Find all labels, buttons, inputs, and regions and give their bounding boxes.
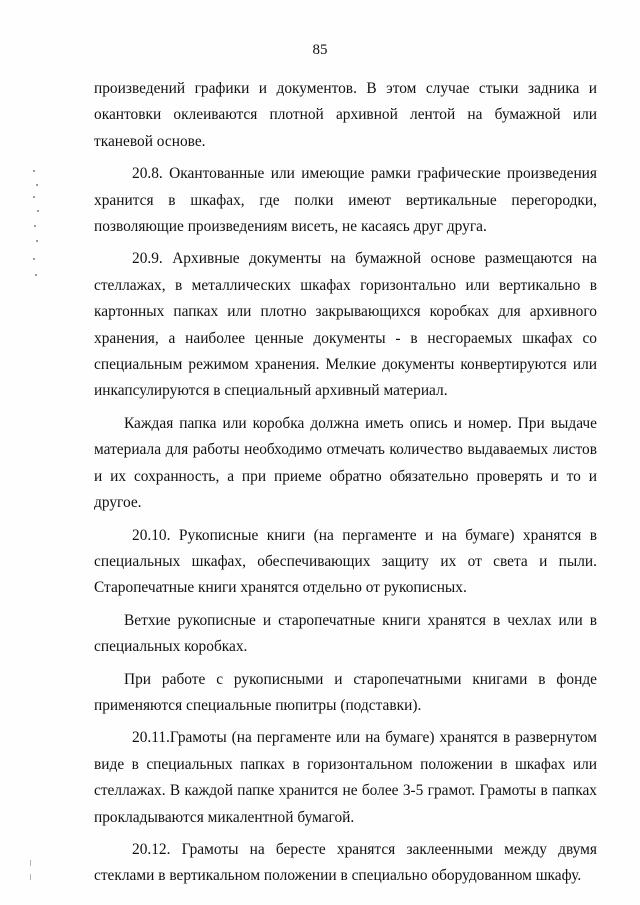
paragraph-20-8: 20.8. Окантованные или имеющие рамки графические произведения хранится в шкафах, где полки имеют вертикальные перегородки, позволяющие произведениям висеть, не касаясь друг друга. <box>94 165 597 236</box>
paragraph-old-books: Ветхие рукописные и старопечатные книги хранятся в чехлах или в специальных коробках. <box>94 611 597 656</box>
paragraph-box-inventory: Каждая папка или коробка должна иметь опись и номер. При выдаче материала для работы необходимо отмечать количество выдаваемых листов и их сохранность, а при приеме обратно обязательно проверять и то и другое. <box>94 414 597 512</box>
paragraph-20-10: 20.10. Рукописные книги (на пергаменте и на бумаге) хранятся в специальных шкафах, обеспечивающих защиту их от света и пыли. Старопечатные книги хранятся отдельно от рукописных. <box>94 526 597 597</box>
bottom-scan-marks <box>30 860 34 890</box>
paragraph-20-12: 20.12. Грамоты на бересте хранятся заклеенными между двумя стеклами в вертикальном положении в специально оборудованном шкафу. <box>94 840 597 885</box>
paragraph-lecterns: При работе с рукописными и старопечатными книгами в фонде применяются специальные пюпитры (подставки). <box>94 670 597 714</box>
paragraph-20-11: 20.11.Грамоты (на пергаменте или на бумаге) хранятся в развернутом виде в специальных папках в горизонтальном положении в шкафах или стеллажах. В каждой папке хранится не более 3-5 грамот. Грамоты в папках прокладываются микалентной бумагой. <box>94 729 597 826</box>
margin-scan-marks <box>33 170 41 290</box>
page-number: 85 <box>312 42 328 58</box>
paragraph-20-9: 20.9. Архивные документы на бумажной основе размещаются на стеллажах, в металлических шкафах горизонтально или вертикально в картонных папках или плотно закрывающихся коробках для архивного хранения, а наиболее ценные документы - в несгораемых шкафах со специальным режимом хранения. Мелкие документы конвертируются или инкапсулируются в специальный архивный материал. <box>94 250 597 400</box>
body-text <box>94 76 597 890</box>
paragraph-1: произведений графики и документов. В этом случае стыки задника и окантовки оклеиваются плотной архивной лентой на бумажной или тканевой основе. <box>94 80 597 150</box>
